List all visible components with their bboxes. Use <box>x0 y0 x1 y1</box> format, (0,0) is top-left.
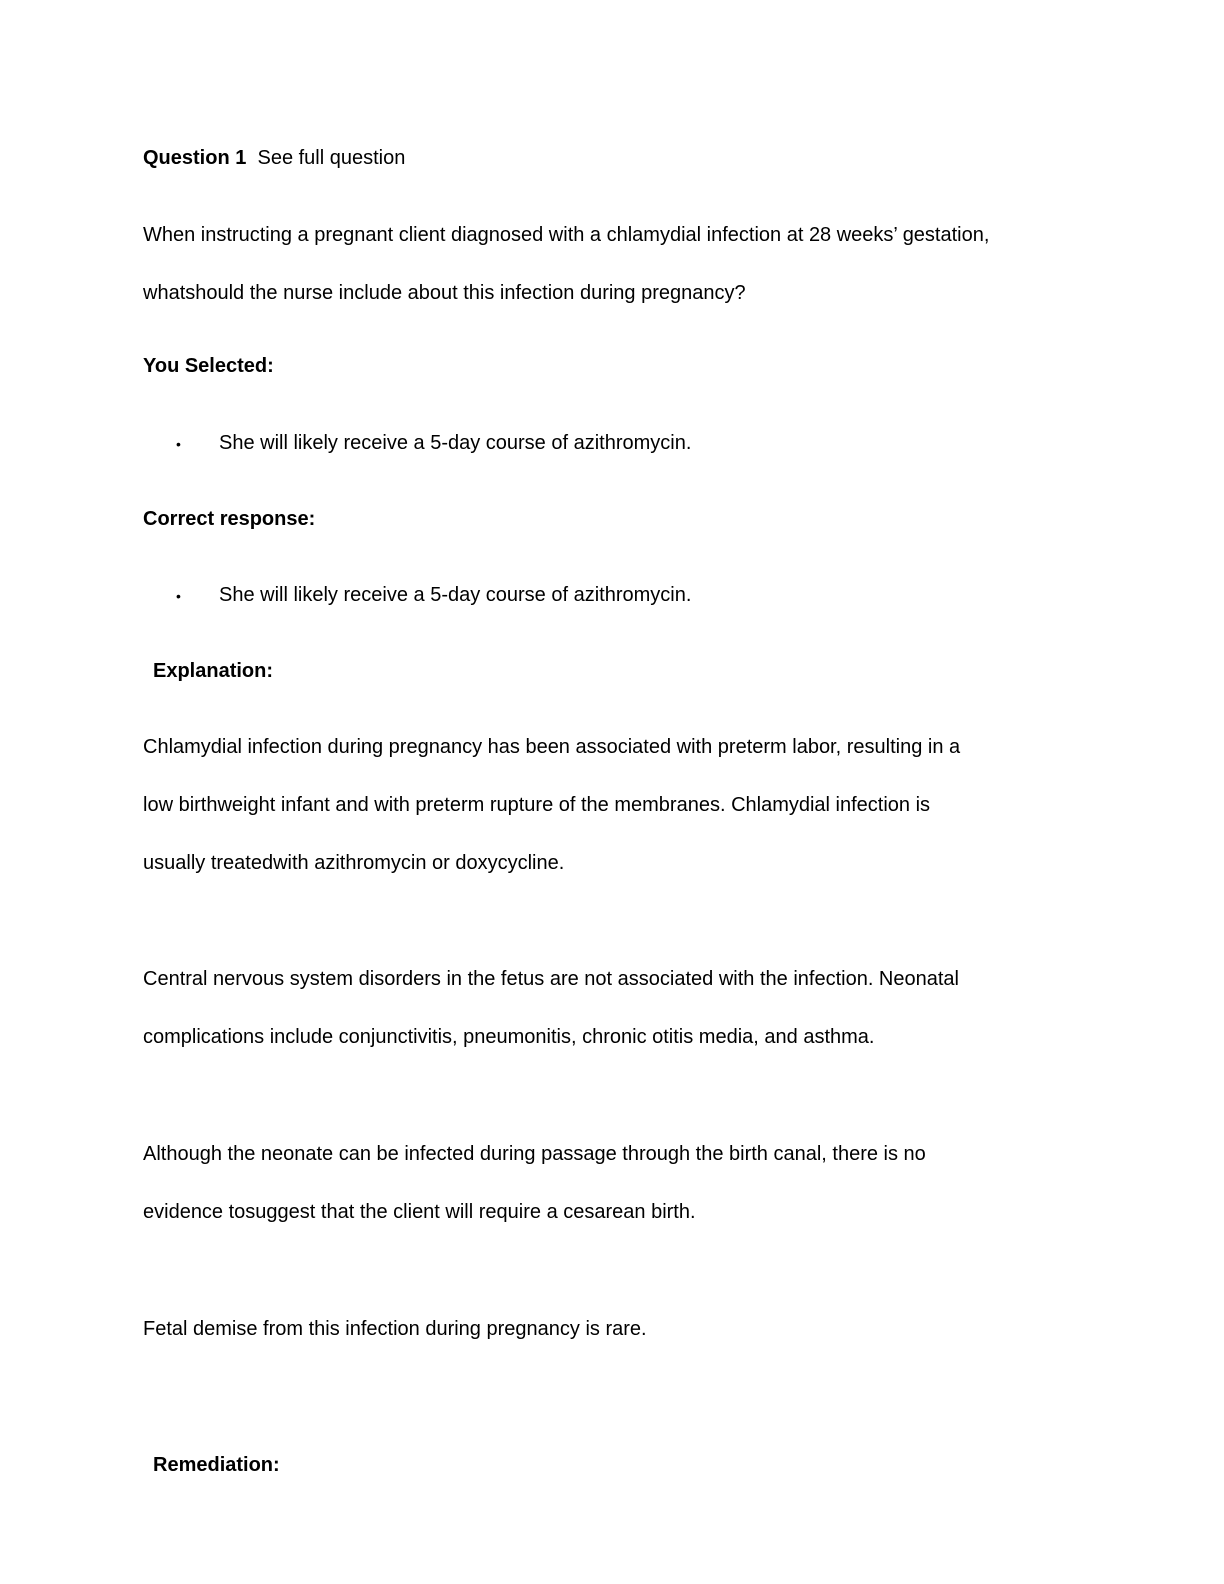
explanation-p1-line-1: Chlamydial infection during pregnancy has been associated with preterm labor, resulting in a <box>143 736 961 758</box>
question-header <box>143 146 405 170</box>
see-full-question-link[interactable]: See full question <box>257 147 406 169</box>
explanation-p3-line-2: evidence tosuggest that the client will require a cesarean birth. <box>143 1201 696 1223</box>
explanation-p1-line-2: low birthweight infant and with preterm rupture of the membranes. Chlamydial infection is <box>143 794 931 816</box>
bullet-icon: • <box>176 587 181 604</box>
question-text-line-2: whatshould the nurse include about this infection during pregnancy? <box>143 282 746 304</box>
selected-answer-text: She will likely receive a 5-day course of azithromycin. <box>219 432 692 454</box>
remediation-heading: Remediation: <box>153 1454 280 1476</box>
explanation-p4-line-1: Fetal demise from this infection during pregnancy is rare. <box>143 1318 647 1340</box>
correct-response-heading: Correct response: <box>143 508 316 530</box>
explanation-p1-line-3: usually treatedwith azithromycin or doxycycline. <box>143 852 565 874</box>
bullet-icon: • <box>176 435 181 452</box>
explanation-heading: Explanation: <box>153 660 274 682</box>
selected-answer-item <box>176 431 691 456</box>
correct-answer-item <box>176 583 691 608</box>
explanation-p3-line-1: Although the neonate can be infected during passage through the birth canal, there is no <box>143 1143 926 1165</box>
question-text-line-1: When instructing a pregnant client diagnosed with a chlamydial infection at 28 weeks’ gestation, <box>143 224 990 246</box>
explanation-p2-line-1: Central nervous system disorders in the fetus are not associated with the infection. Neonatal <box>143 968 959 990</box>
explanation-p2-line-2: complications include conjunctivitis, pneumonitis, chronic otitis media, and asthma. <box>143 1026 875 1048</box>
you-selected-heading: You Selected: <box>143 355 274 377</box>
correct-answer-text: She will likely receive a 5-day course of azithromycin. <box>219 584 692 606</box>
question-label: Question 1 <box>143 147 247 169</box>
